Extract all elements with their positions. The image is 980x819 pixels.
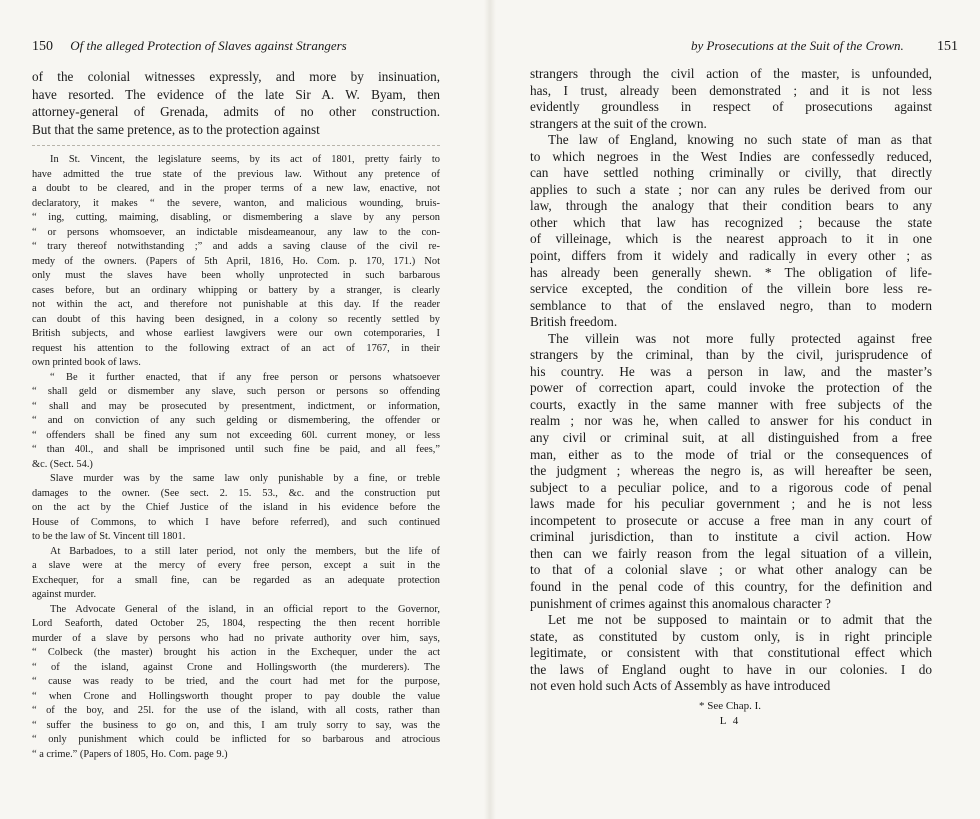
text-line: strangers by the criminal, than by the civil, jurisprudence of [530, 347, 932, 363]
text-line: a slave were at the mercy of every free person, except a suit in the [32, 560, 440, 571]
text-line: own printed book of laws. [32, 357, 141, 368]
text-line: declaratory, it makes “ the severe, wanton, and malicious wounding, bruis- [32, 197, 440, 209]
text-line: law, through the analogy that their condition bears to any [530, 198, 932, 214]
text-line: “ shall and may be prosecuted by presentment, indictment, or information, [32, 400, 440, 412]
text-line: to be the law of St. Vincent till 1801. [32, 531, 186, 542]
text-line: strangers at the suit of the crown. [530, 115, 707, 131]
text-line: have resorted. The evidence of the late Sir A. W. Byam, then [32, 86, 440, 102]
text-line: have admitted the true state of the previous law. Without any pretence of [32, 168, 440, 180]
text-line: the judgment ; whereas the negro is, as will hereafter be seen, [530, 463, 932, 479]
text-line: “ a crime.” (Papers of 1805, Ho. Com. page 9.) [32, 748, 228, 760]
text-line: has already been generally shewn. * The obligation of life- [530, 264, 932, 280]
text-line: criminal jurisdiction, than to institute a civil action. How [530, 529, 932, 545]
text-line: strangers through the civil action of the master, is unfounded, [530, 66, 932, 81]
text-line: to that of a colonial slave ; or what other analogy can be [530, 562, 932, 578]
text-line: punishment of crimes against this anomalous character ? [530, 595, 831, 611]
text-line: laws made for his peculiar government ; and he is not less [530, 496, 932, 512]
text-line: In St. Vincent, the legislature seems, by its act of 1801, pretty fairly to [50, 154, 440, 165]
left-running-head [32, 38, 442, 55]
right-page-number: 151 [937, 39, 958, 54]
text-line: request his attention to the following extract of an act of 1767, in their [32, 342, 440, 354]
text-line: “ offenders shall be fined any sum not exceeding 60l. current money, or less [32, 429, 440, 441]
text-line: “ only punishment which could be inflicted for so barbarous and atrocious [32, 734, 440, 745]
right-page [490, 0, 980, 819]
text-line: state, as constituted by custom only, is in right principle [530, 628, 932, 644]
text-line: evidently groundless in respect of prosecutions against [530, 99, 932, 115]
text-line: The villein was not more fully protected against free [548, 330, 932, 346]
text-line: service excepted, the condition of the villein bore less re- [530, 281, 932, 297]
text-line: other which that law has recognized ; because the state [530, 214, 932, 230]
text-line: of the colonial witnesses expressly, and more by insinuation, [32, 69, 440, 84]
text-line: Let me not be supposed to maintain or to admit that the [548, 612, 932, 628]
text-line: damages to the owner. (See sect. 2. 15. 53., &c. and the construction put [32, 487, 440, 499]
text-line: on the act by the Chief Justice of the island in his evidence before the [32, 502, 440, 513]
text-line: “ Be it further enacted, that if any free person or persons whatsoever [50, 371, 440, 383]
text-line: “ of the island, against Crone and Hollingsworth (the murderers). The [32, 661, 440, 673]
text-line: the laws of England ought to have in our colonies. I do [530, 661, 932, 677]
text-line: power of correction apart, could invoke the protection of the [530, 380, 932, 396]
text-line: “ or persons whomsoever, an indictable misdeameanour, any law to the con- [32, 226, 440, 238]
right-main-text [530, 66, 932, 695]
left-page-number: 150 [32, 39, 53, 54]
text-line: only must the slaves have been wholly unprotected in such barbarous [32, 270, 440, 281]
text-line: &c. (Sect. 54.) [32, 458, 93, 470]
text-line: “ suffer the business to go on, and this, I am truly sorry to say, was the [32, 719, 440, 731]
text-line: subject to a peculiar police, and to a rigorous code of penal [530, 479, 932, 495]
text-line: not even hold such Acts of Assembly as have introduced [530, 678, 831, 694]
text-line: “ and on conviction of any such gelding or dismembering, the offender or [32, 415, 440, 426]
right-running-head [598, 38, 958, 55]
text-line: has, I trust, already been demonstrated ; and it is not less [530, 82, 932, 98]
text-line: “ when Crone and Hollingsworth thought proper to pay double the value [32, 690, 440, 702]
left-footnote [32, 153, 440, 762]
text-line: not within the act, and therefore not punishable at this day. If the reader [32, 299, 440, 310]
text-line: semblance to that of the enslaved negro, than to modern [530, 297, 932, 313]
text-line: “ of the boy, and 25l. for the use of the island, with all costs, rather than [32, 705, 440, 716]
text-line: of villeinage, which is the nearest approach to it in one [530, 231, 932, 247]
text-line: Lord Seaforth, dated October 25, 1804, respecting the then recent horrible [32, 618, 440, 629]
text-line: The law of England, knowing no such state of man as that [548, 132, 932, 148]
text-line: attorney-general of Grenada, admits of no other construction. [32, 104, 440, 120]
text-line: British subjects, and whose earliest lawgivers were our own cotemporaries, I [32, 328, 440, 339]
text-line: At Barbadoes, to a still later period, not only the members, but the life of [50, 545, 440, 557]
text-line: applies to such a state ; nor can any rules be derived from our [530, 181, 932, 197]
text-line: House of Commons, to which I have before referred), and such continued [32, 516, 440, 528]
text-line: murder of a slave by persons who had no private authority over him, says, [32, 632, 440, 644]
text-line: “ Colbeck (the master) brought his action in the Exchequer, under the act [32, 647, 440, 658]
text-line: realm ; nor was he, when called to answer for his conduct in [530, 413, 932, 429]
text-line: against murder. [32, 589, 97, 600]
left-running-head-title: Of the alleged Protection of Slaves against Strangers [70, 38, 347, 53]
text-line: a doubt to be cleared, and in the proper terms of a new law, enactive, not [32, 183, 440, 194]
text-line: Slave murder was by the same law only punishable by a fine, or treble [50, 473, 440, 484]
text-line: “ ing, cutting, maiming, disabling, or dismembering a slave by any person [32, 212, 440, 223]
text-line: to which negroes in the West Indies are confessedly reduced, [530, 148, 932, 164]
right-page-footer [680, 700, 780, 727]
text-line: can have settled nothing criminally or civilly, that directly [530, 165, 932, 181]
text-line: found in the penal code of this country, for the definition and [530, 578, 932, 594]
right-running-head-title: by Prosecutions at the Suit of the Crown. [690, 38, 904, 53]
text-line: can doubt of this having been designed, in a colony so recently settled by [32, 313, 440, 325]
footnote-rule [32, 145, 440, 146]
signature-mark: L 4 [719, 715, 741, 727]
text-line: courts, exactly in the same manner with free subjects of the [530, 396, 932, 412]
text-line: cases before, but an ordinary whipping or battery by a stranger, is clearly [32, 284, 440, 296]
text-line: point, differs from it widely and radically in every other ; as [530, 248, 932, 264]
text-line: Exchequer, for a small fine, can be regarded as an adequate protection [32, 574, 440, 586]
text-line: any civil or criminal suit, at all distinguished from a free [530, 430, 932, 446]
text-line: “ than 40l., and shall be imprisoned until such fine be paid, and all fees,” [32, 444, 440, 455]
text-line: The Advocate General of the island, in an official report to the Governor, [50, 603, 440, 615]
text-line: legitimate, or consistent with that constitutional effect which [530, 645, 932, 661]
right-footnote: * See Chap. I. [698, 700, 761, 712]
text-line: British freedom. [530, 314, 618, 330]
text-line: “ shall geld or dismember any slave, such person or persons so offending [32, 386, 440, 397]
text-line: medy of the owners. (Papers of 5th April, 1816, Ho. Com. p. 170, 171.) Not [32, 255, 440, 267]
text-line: But that the same pretence, as to the protection against [32, 121, 320, 137]
text-line: “ trary thereof notwithstanding ;” and adds a saving clause of the civil re- [32, 241, 440, 252]
left-main-text [32, 68, 440, 138]
text-line: man, either as to the mode of trial or the consequences of [530, 446, 932, 462]
text-line: then can we fairly reason from the legal situation of a villein, [530, 545, 932, 561]
text-line: “ cause was ready to be tried, and the court had met for the purpose, [32, 676, 440, 687]
text-line: his country. He was a person in law, and the master’s [530, 363, 932, 379]
text-line: incompetent to prosecute or accuse a free man in any court of [530, 512, 932, 528]
